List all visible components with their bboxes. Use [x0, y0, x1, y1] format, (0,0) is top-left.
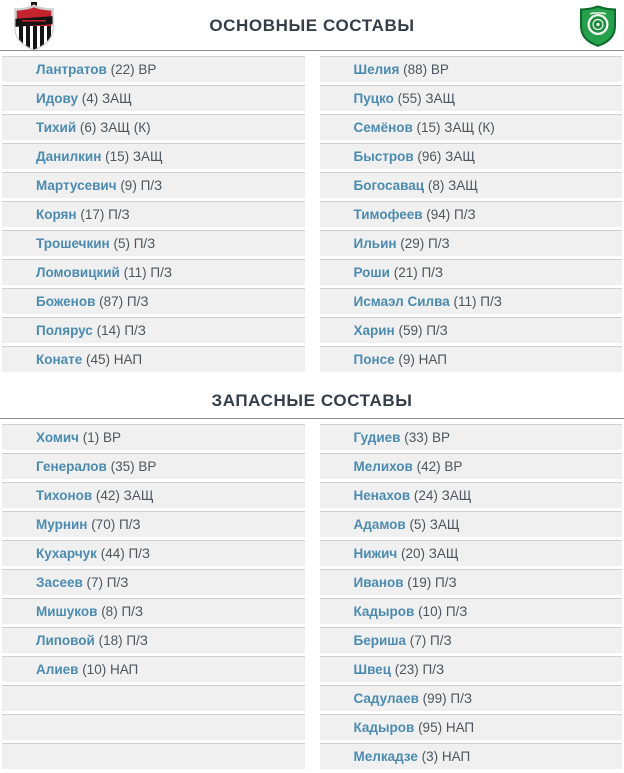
player-number-position: (4) ЗАЩ	[78, 91, 132, 106]
player-row	[2, 540, 305, 566]
player-name-link[interactable]: Лантратов	[36, 62, 107, 77]
player-row	[320, 288, 623, 314]
player-row	[2, 453, 305, 479]
player-row	[2, 230, 305, 256]
player-row	[2, 114, 305, 140]
player-name-link[interactable]: Тихий	[36, 120, 77, 135]
player-name-link[interactable]: Пуцко	[353, 91, 394, 106]
player-row	[320, 56, 623, 82]
player-row	[2, 569, 305, 595]
player-row	[2, 85, 305, 111]
player-name-link[interactable]: Хомич	[36, 430, 80, 445]
player-row	[320, 482, 623, 508]
player-name-link[interactable]: Ильин	[353, 236, 397, 251]
player-number-position: (8) ЗАЩ	[424, 178, 478, 193]
player-row	[2, 201, 305, 227]
player-row	[320, 85, 623, 111]
player-row	[320, 453, 623, 479]
player-row	[2, 656, 305, 682]
player-number-position: (1) ВР	[79, 430, 122, 445]
player-name-link[interactable]: Адамов	[353, 517, 406, 532]
player-number-position: (20) ЗАЩ	[397, 546, 459, 561]
player-number-position: (55) ЗАЩ	[393, 91, 456, 106]
player-number-position: (11) П/З	[119, 265, 172, 280]
player-name-link[interactable]: Гудиев	[353, 430, 401, 445]
player-row	[2, 424, 305, 450]
main-lineups-header	[0, 0, 624, 51]
player-number-position: (3) НАП	[417, 749, 471, 764]
away-reserve-list	[320, 424, 623, 772]
player-number-position: (10) П/З	[414, 604, 468, 619]
player-row	[320, 540, 623, 566]
home-reserve-list	[2, 424, 305, 772]
player-row	[320, 714, 623, 740]
player-name-link[interactable]: Семёнов	[353, 120, 413, 135]
player-number-position: (8) П/З	[97, 604, 144, 619]
player-name-link[interactable]: Харин	[353, 323, 395, 338]
player-name-link[interactable]: Мишуков	[36, 604, 98, 619]
player-number-position: (5) П/З	[109, 236, 156, 251]
player-number-position: (14) П/З	[92, 323, 146, 338]
player-row	[320, 143, 623, 169]
player-row	[320, 317, 623, 343]
player-name-link[interactable]: Данилкин	[36, 149, 102, 164]
player-row	[2, 143, 305, 169]
player-row	[320, 656, 623, 682]
section-title-main: ОСНОВНЫЕ СОСТАВЫ	[209, 16, 415, 35]
player-name-link[interactable]: Идову	[36, 91, 78, 106]
player-number-position: (17) П/З	[76, 207, 130, 222]
player-row	[2, 317, 305, 343]
player-row	[320, 424, 623, 450]
player-name-link[interactable]: Богосавац	[353, 178, 425, 193]
player-name-link[interactable]: Ломовицкий	[36, 265, 120, 280]
player-row	[320, 511, 623, 537]
player-row	[320, 114, 623, 140]
player-name-link[interactable]: Тихонов	[36, 488, 93, 503]
player-number-position: (5) ЗАЩ	[405, 517, 460, 532]
home-main-list	[2, 56, 305, 375]
player-name-link[interactable]: Корян	[36, 207, 77, 222]
player-row	[320, 743, 623, 769]
player-number-position: (94) П/З	[422, 207, 476, 222]
player-row	[2, 346, 305, 372]
player-name-link[interactable]: Липовой	[36, 633, 95, 648]
player-name-link[interactable]: Мелихов	[353, 459, 413, 474]
player-number-position: (96) ЗАЩ	[413, 149, 475, 164]
player-name-link[interactable]: Быстров	[353, 149, 414, 164]
player-number-position: (6) ЗАЩ (К)	[76, 120, 151, 135]
player-row	[2, 288, 305, 314]
player-row	[320, 569, 623, 595]
player-number-position: (99) П/З	[418, 691, 473, 706]
player-row	[320, 172, 623, 198]
player-name-link[interactable]: Мелкадзе	[353, 749, 418, 764]
player-name-link[interactable]: Шелия	[353, 62, 400, 77]
reserve-lineups-header	[0, 375, 624, 419]
player-number-position: (23) П/З	[391, 662, 445, 677]
player-number-position: (29) П/З	[396, 236, 450, 251]
player-number-position: (59) П/З	[394, 323, 448, 338]
player-row	[2, 172, 305, 198]
player-name-link[interactable]: Боженов	[36, 294, 96, 309]
player-name-link[interactable]: Нижич	[353, 546, 398, 561]
player-name-link[interactable]: Засеев	[36, 575, 83, 590]
player-row	[320, 201, 623, 227]
khimki-crest-icon	[12, 2, 56, 50]
player-number-position: (88) ВР	[399, 62, 449, 77]
player-name-link[interactable]: Понсе	[353, 352, 395, 367]
player-name-link[interactable]: Иванов	[353, 575, 404, 590]
player-number-position: (45) НАП	[82, 352, 143, 367]
player-name-link[interactable]: Ненахов	[353, 488, 411, 503]
player-row	[2, 598, 305, 624]
player-row	[2, 482, 305, 508]
player-name-link[interactable]: Роши	[353, 265, 390, 280]
empty-row	[2, 714, 305, 740]
player-name-link[interactable]: Трошечкин	[36, 236, 110, 251]
main-lineups-section	[0, 0, 624, 375]
player-row	[2, 56, 305, 82]
player-row	[320, 598, 623, 624]
player-row	[320, 627, 623, 653]
player-name-link[interactable]: Алиев	[36, 662, 79, 677]
player-number-position: (21) П/З	[389, 265, 444, 280]
player-name-link[interactable]: Полярус	[36, 323, 93, 338]
player-number-position: (42) ВР	[412, 459, 463, 474]
section-title-reserve: ЗАПАСНЫЕ СОСТАВЫ	[211, 391, 413, 410]
player-row	[2, 511, 305, 537]
player-row	[320, 685, 623, 711]
main-lineups-columns	[0, 56, 624, 375]
player-name-link[interactable]: Мартусевич	[36, 178, 117, 193]
away-main-list	[320, 56, 623, 375]
player-number-position: (22) ВР	[106, 62, 157, 77]
player-number-position: (10) НАП	[78, 662, 139, 677]
player-name-link[interactable]: Мурнин	[36, 517, 88, 532]
player-name-link[interactable]: Швец	[353, 662, 391, 677]
player-name-link[interactable]: Генералов	[36, 459, 107, 474]
player-number-position: (33) ВР	[400, 430, 451, 445]
player-number-position: (42) ЗАЩ	[92, 488, 154, 503]
player-number-position: (15) ЗАЩ (К)	[412, 120, 495, 135]
player-row	[320, 259, 623, 285]
player-name-link[interactable]: Бериша	[353, 633, 407, 648]
player-number-position: (11) П/З	[449, 294, 502, 309]
player-number-position: (15) ЗАЩ	[101, 149, 163, 164]
player-number-position: (44) П/З	[96, 546, 151, 561]
player-row	[2, 259, 305, 285]
player-number-position: (95) НАП	[414, 720, 475, 735]
empty-row	[2, 685, 305, 711]
player-number-position: (9) П/З	[116, 178, 163, 193]
akhmat-crest-icon	[579, 5, 617, 47]
player-name-link[interactable]: Конате	[36, 352, 83, 367]
player-name-link[interactable]: Кадыров	[353, 604, 415, 619]
reserve-lineups-columns	[0, 424, 624, 772]
player-number-position: (87) П/З	[95, 294, 149, 309]
player-name-link[interactable]: Тимофеев	[353, 207, 423, 222]
player-number-position: (19) П/З	[403, 575, 457, 590]
player-number-position: (9) НАП	[394, 352, 447, 367]
player-number-position: (24) ЗАЩ	[410, 488, 472, 503]
player-row	[320, 346, 623, 372]
player-number-position: (7) П/З	[82, 575, 129, 590]
player-number-position: (18) П/З	[94, 633, 148, 648]
empty-row	[2, 743, 305, 769]
player-number-position: (7) П/З	[406, 633, 452, 648]
player-name-link[interactable]: Садулаев	[353, 691, 419, 706]
reserve-lineups-section	[0, 375, 624, 772]
player-name-link[interactable]: Кадыров	[353, 720, 415, 735]
player-name-link[interactable]: Кухарчук	[36, 546, 97, 561]
player-row	[320, 230, 623, 256]
player-number-position: (70) П/З	[87, 517, 141, 532]
player-number-position: (35) ВР	[106, 459, 157, 474]
player-name-link[interactable]: Исмаэл Силва	[353, 294, 450, 309]
player-row	[2, 627, 305, 653]
